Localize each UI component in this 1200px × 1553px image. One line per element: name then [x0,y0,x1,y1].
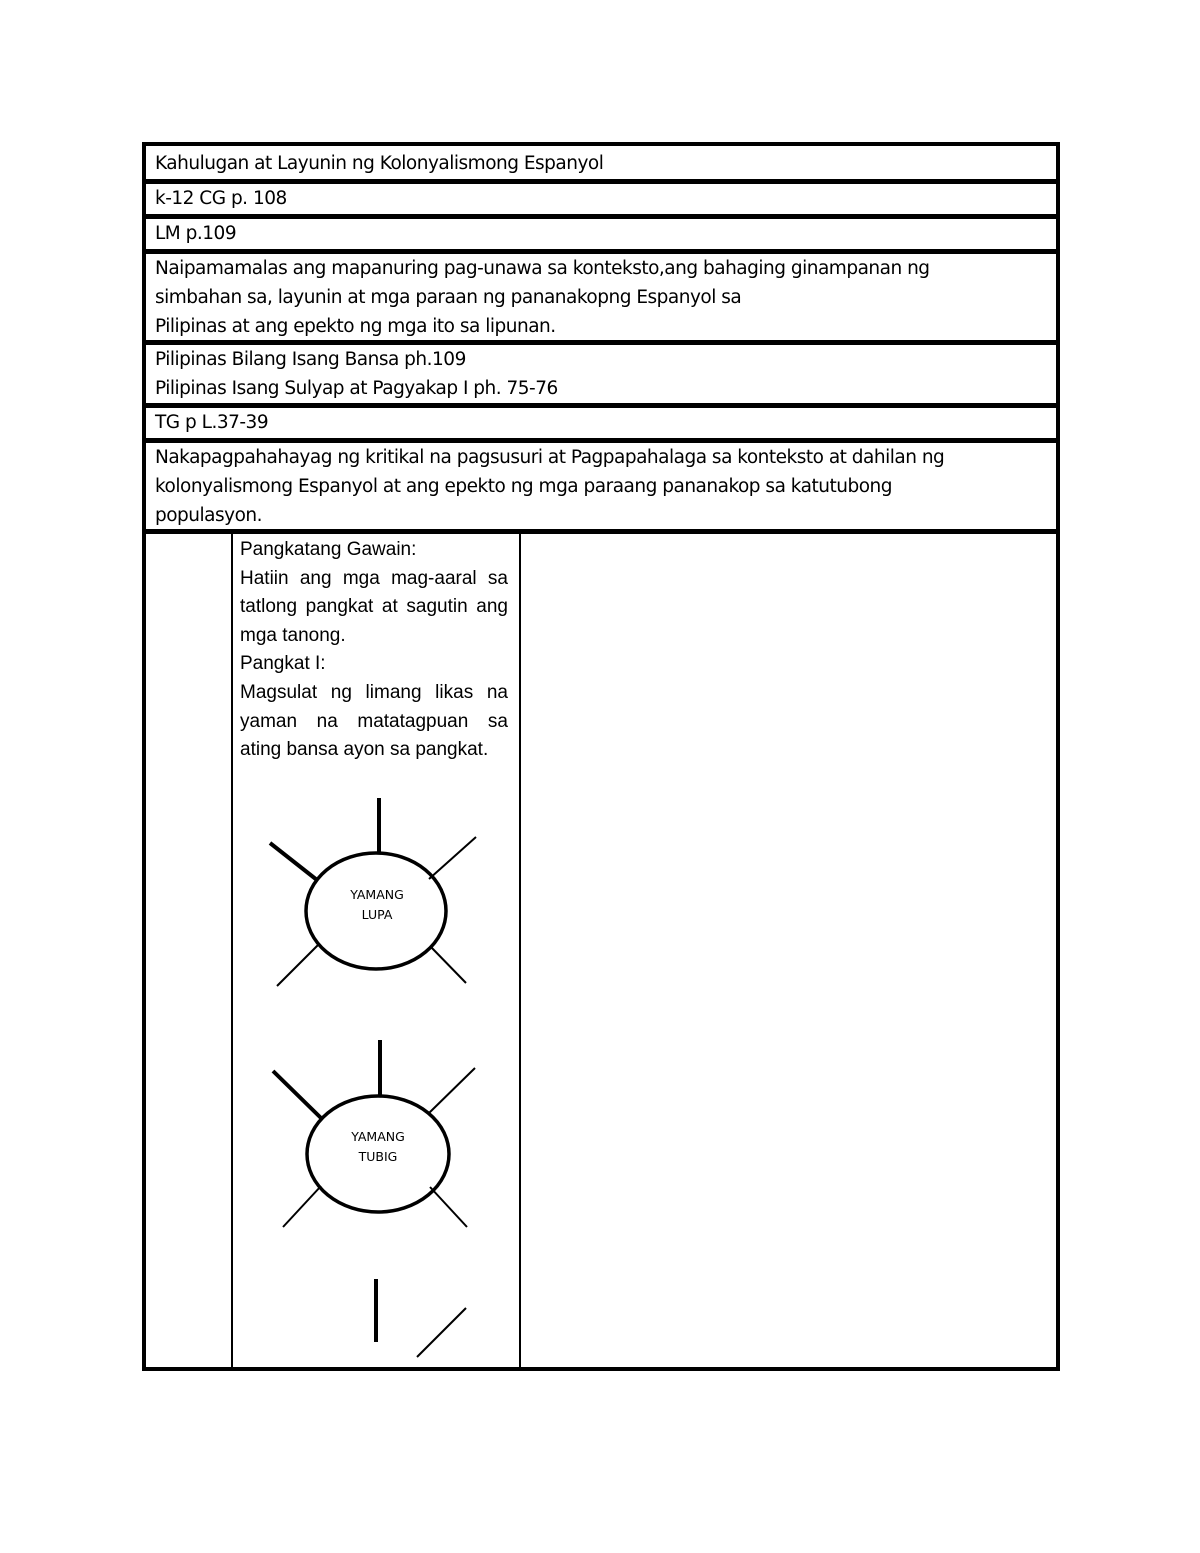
group-activity [240,536,508,765]
reference-line: Pilipinas Bilang Isang Bansa ph.109 [155,349,466,370]
activity-heading: Pangkatang Gawain: [240,539,417,560]
content-standard-row [146,254,1056,340]
objective-line: Nakapagpahahayag ng kritikal na pagsusuri at Pagpapahalaga sa konteksto at dahilan ng [155,447,945,468]
standard-line: Naipamamalas ang mapanuring pag-unawa sa konteksto,ang bahaging ginampanan ng [155,258,930,279]
objective-line: kolonyalismong Espanyol at ang epekto ng mga paraang pananakop sa katutubong [155,476,893,497]
lesson-plan-table [142,142,1060,1371]
objective-line: populasyon. [155,505,263,526]
column-divider [519,534,521,1367]
cg-reference-row: k-12 CG p. 108 [155,188,287,209]
activity-task: Magsulat ng limang likas na yaman na matatagpuan sa ating bansa ayon sa pangkat. [240,681,508,761]
web-label: YAMANG [350,887,404,902]
web-label: LUPA [361,907,393,922]
lm-reference-row: LM p.109 [155,223,237,244]
objective-row [146,443,1056,529]
tg-reference-row: TG p L.37-39 [155,412,269,433]
web-label: TUBIG [358,1149,398,1164]
reference-line: Pilipinas Isang Sulyap at Pagyakap I ph. 75-76 [155,378,558,399]
references-row [146,345,1056,403]
column-divider [231,534,233,1367]
standard-line: simbahan sa, layunin at mga paraan ng pananakopng Espanyol sa [155,287,742,308]
topic-row: Kahulugan at Layunin ng Kolonyalismong Espanyol [155,153,604,174]
standard-line: Pilipinas at ang epekto ng mga ito sa lipunan. [155,316,556,337]
row-divider [146,529,1056,534]
web-label: YAMANG [351,1129,405,1144]
activity-instruction: Hatiin ang mga mag-aaral sa tatlong pangkat at sagutin ang mga tanong. [240,567,508,646]
activity-group: Pangkat I: [240,653,326,675]
